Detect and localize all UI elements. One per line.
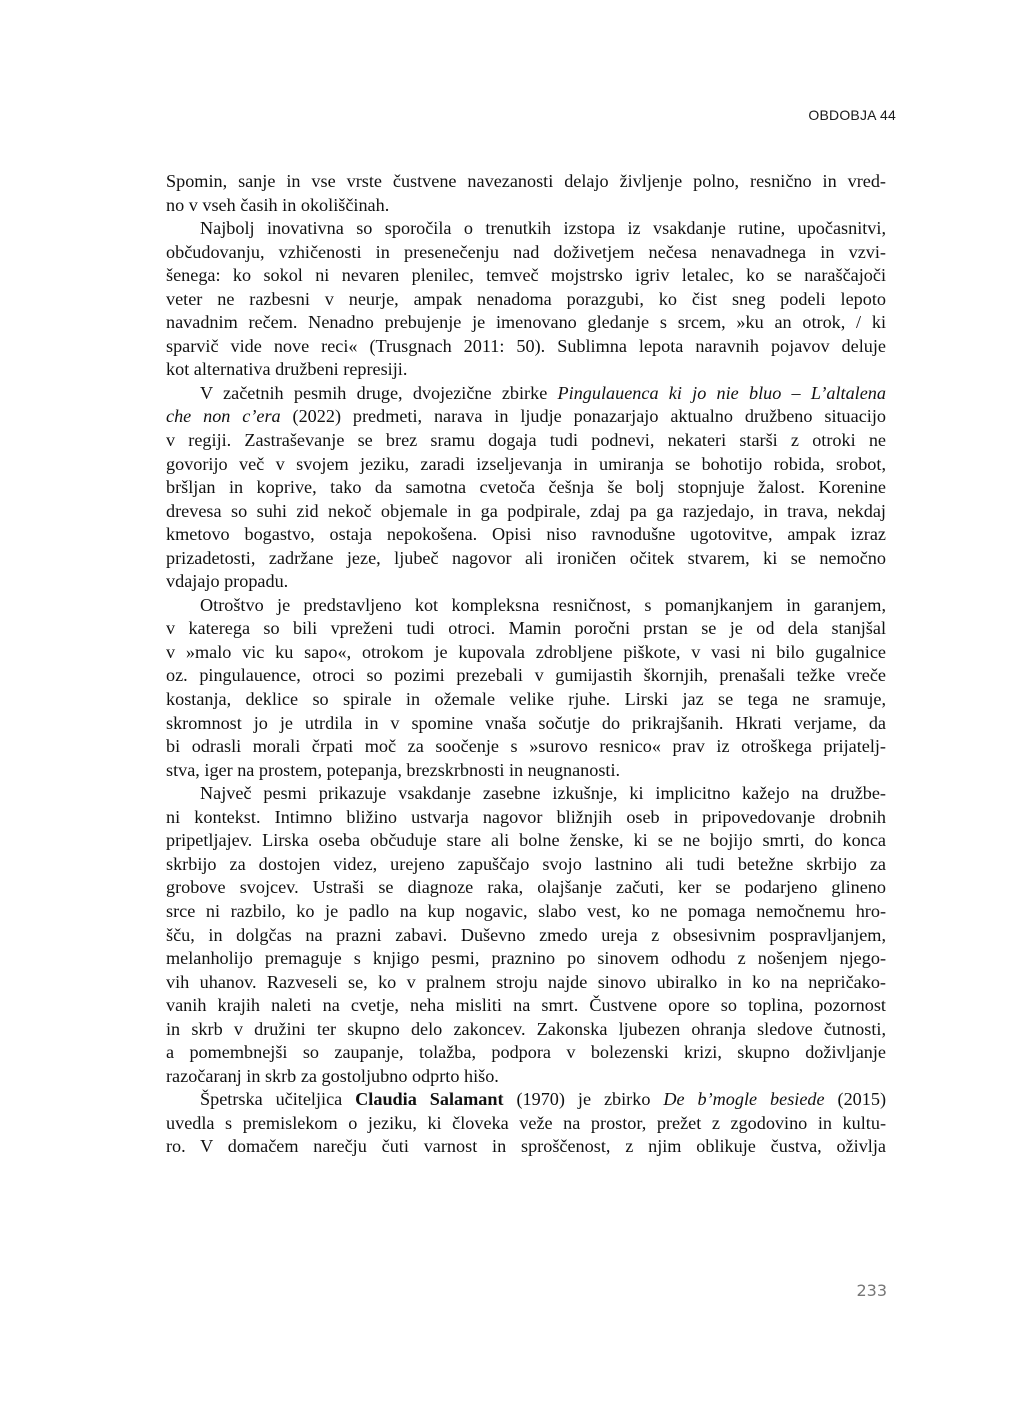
paragraph: [166, 782, 886, 1088]
text-segment: pripetljajev. Lirska oseba občuduje stare ali bolne ženske, ki se ne bojijo smrti, do konca: [166, 830, 886, 851]
text-segment: oz. pingulauence, otroci so pozimi prezebali v gumijastih škornjih, prenašali težke vreče: [166, 665, 886, 686]
text-segment: vdajajo propadu.: [166, 571, 289, 592]
text-segment: v katerega so bili vpreženi tudi otroci. Mamin poročni prstan se je od dela stanjšal: [166, 618, 886, 639]
text-segment: veter ne razbesni v neurje, ampak nenadoma porazgubi, ko čist sneg podeli lepoto: [166, 288, 886, 309]
text-segment: v regiji. Zastraševanje se brez sramu dogaja tudi podnevi, nekateri starši z otroki ne: [166, 430, 886, 451]
text-line: [166, 594, 886, 618]
text-segment: uvedla s premislekom o jeziku, ki človeka veže na prostor, prežet z zgodovino in kultu-: [166, 1112, 886, 1133]
text-segment: razočaranj in skrb za gostoljubno odprto hišo.: [166, 1065, 499, 1086]
text-segment: kostanja, deklice so spirale in ožemale velike rjuhe. Lirski jaz se tega ne sramuje,: [166, 689, 886, 710]
text-segment: Največ pesmi prikazuje vsakdanje zasebne izkušnje, ki implicitno kažejo na družbe-: [200, 783, 886, 804]
text-line: [166, 806, 886, 830]
text-line: [166, 570, 886, 594]
text-segment: no v vseh časih in okoliščinah.: [166, 194, 390, 215]
text-line: [166, 523, 886, 547]
text-segment: bi odrasli morali črpati moč za soočenje s »surovo resnico« prav iz otroškega prijatelj-: [166, 736, 886, 757]
italic-title: De b’mogle besiede: [663, 1089, 825, 1110]
text-line: [166, 735, 886, 759]
text-line: [166, 194, 886, 218]
text-segment: Spomin, sanje in vse vrste čustvene navezanosti delajo življenje polno, resnično in vred-: [166, 171, 886, 191]
text-segment: sparvič vide nove reci« (Trusgnach 2011: 50). Sublimna lepota naravnih pojavov deluje: [166, 335, 886, 356]
paragraph: [166, 1088, 886, 1159]
text-segment: stva, iger na prostem, potepanja, brezskrbnosti in neugnanosti.: [166, 759, 621, 780]
text-line: [166, 547, 886, 571]
bold-author-name: Claudia Salamant: [355, 1089, 504, 1110]
text-segment: (2022) predmeti, narava in ljudje ponazarjajo aktualno družbeno situacijo: [280, 406, 886, 427]
paragraph: [166, 594, 886, 782]
text-line: [166, 853, 886, 877]
text-line: [166, 1041, 886, 1065]
text-line: [166, 947, 886, 971]
text-line: [166, 1065, 886, 1089]
text-line: [166, 264, 886, 288]
text-line: [166, 500, 886, 524]
text-line: [166, 1018, 886, 1042]
text-line: [166, 335, 886, 359]
paragraph: [166, 170, 886, 217]
text-segment: Špetrska učiteljica: [200, 1089, 356, 1110]
text-line: [166, 688, 886, 712]
text-line: [166, 217, 886, 241]
text-line: [166, 382, 886, 406]
text-segment: in skrb v družini ter skupno delo zakoncev. Zakonska ljubezen ohranja sledove čutnosti,: [166, 1018, 886, 1039]
text-segment: ni kontekst. Intimno bližino ustvarja nagovor bližnjih oseb in pripovedovanje drobnih: [166, 806, 886, 827]
text-line: [166, 476, 886, 500]
text-segment: bršljan in koprive, tako da samotna cvetoča češnja še bolj stopnjuje žalost. Korenine: [166, 477, 886, 498]
paragraph: [166, 382, 886, 594]
body-text: [166, 170, 886, 1159]
text-line: [166, 782, 886, 806]
text-segment: skromnost jo je utrdila in v spomine vnaša sočutje do prikrajšanih. Hkrati verjame, da: [166, 712, 886, 733]
text-line: [166, 829, 886, 853]
text-line: [166, 358, 886, 382]
text-segment: Najbolj inovativna so sporočila o trenutkih izstopa iz vsakdanje rutine, upočasnitvi,: [200, 218, 886, 239]
text-line: [166, 994, 886, 1018]
text-line: [166, 1088, 886, 1112]
text-line: [166, 170, 886, 194]
text-segment: prizadetosti, zadržane jeze, ljubeč nagovor ali ironičen očitek stvarem, ki se nemočno: [166, 547, 886, 568]
text-line: [166, 453, 886, 477]
text-segment: kot alternativa družbeni represiji.: [166, 359, 408, 380]
text-segment: Otroštvo je predstavljeno kot kompleksna resničnost, s pomanjkanjem in garanjem,: [200, 594, 886, 615]
text-line: [166, 924, 886, 948]
text-line: [166, 1135, 886, 1159]
text-segment: (1970) je zbirko: [503, 1089, 664, 1110]
text-line: [166, 1112, 886, 1136]
text-segment: grobove svojcev. Ustraši se diagnoze raka, olajšanje začuti, ker se podarjeno glineno: [166, 877, 886, 898]
text-line: [166, 712, 886, 736]
text-line: [166, 617, 886, 641]
text-segment: melanholijo premaguje s knjigo pesmi, praznino po sinovem odhodu z nošenjem njego-: [166, 948, 886, 969]
running-head: OBDOBJA 44: [808, 107, 896, 123]
text-segment: kmetovo bogastvo, ostaja nepokošena. Opisi niso ravnodušne ugotovitve, ampak izraz: [166, 524, 886, 545]
text-segment: govorijo več v svojem jeziku, zaradi izseljevanja in umiranja se bohotijo robida, srobot,: [166, 453, 886, 474]
text-segment: občudovanju, vzhičenosti in presenečenju nad doživetjem nečesa nenavadnega in vzvi-: [166, 241, 886, 262]
text-line: [166, 641, 886, 665]
text-segment: ro. V domačem narečju čuti varnost in sproščenost, z njim oblikuje čustva, oživlja: [166, 1136, 886, 1157]
text-line: [166, 876, 886, 900]
text-line: [166, 311, 886, 335]
text-line: [166, 971, 886, 995]
paragraph: [166, 217, 886, 382]
italic-title: Pingulauenca ki jo nie bluo – L’altalena: [557, 382, 886, 403]
text-line: [166, 900, 886, 924]
text-segment: skrbijo za dostojen videz, urejeno zapuščajo svojo lastnino ali tudi betežne skrbijo za: [166, 853, 886, 874]
text-segment: a pomembnejši so zaupanje, tolažba, podpora v bolezenski krizi, skupno doživljanje: [166, 1042, 886, 1063]
text-segment: vih uhanov. Razveseli se, ko v pralnem stroju najde sinovo ubiralko in ko na nepričako-: [166, 971, 886, 992]
page-number: 233: [856, 1281, 887, 1300]
text-segment: šču, in dolgčas na prazni zabavi. Duševno zmedo ureja z obsesivnim pospravljanjem,: [166, 924, 886, 945]
text-segment: V začetnih pesmih druge, dvojezične zbirke: [200, 382, 558, 403]
text-line: [166, 241, 886, 265]
text-line: [166, 759, 886, 783]
text-segment: vanih krajih naleti na cvetje, neha misliti na smrt. Čustvene opore so toplina, pozornost: [166, 995, 886, 1016]
text-segment: šenega: ko sokol ni nevaren plenilec, temveč mojstrsko igriv letalec, ko se naraščajoči: [166, 265, 886, 286]
text-segment: drevesa so suhi zid nekoč objemale in ga podpirale, zdaj pa ga razjedajo, in trava, nekdaj: [166, 500, 886, 521]
text-segment: srce ni razbilo, ko je padlo na kup nogavic, slabo vest, ko ne pomaga nemočnemu hro-: [166, 900, 886, 921]
text-segment: v »malo vic ku sapo«, otrokom je kupovala zdrobljene piškote, v vasi ni bilo gugalnice: [166, 641, 886, 662]
text-segment: navadnim rečem. Nenadno prebujenje je imenovano gledanje s srcem, »ku an otrok, / ki: [166, 312, 886, 333]
text-segment: (2015): [824, 1089, 887, 1110]
text-line: [166, 664, 886, 688]
text-line: [166, 288, 886, 312]
text-line: [166, 405, 886, 429]
text-line: [166, 429, 886, 453]
italic-title: che non c’era: [166, 406, 281, 427]
